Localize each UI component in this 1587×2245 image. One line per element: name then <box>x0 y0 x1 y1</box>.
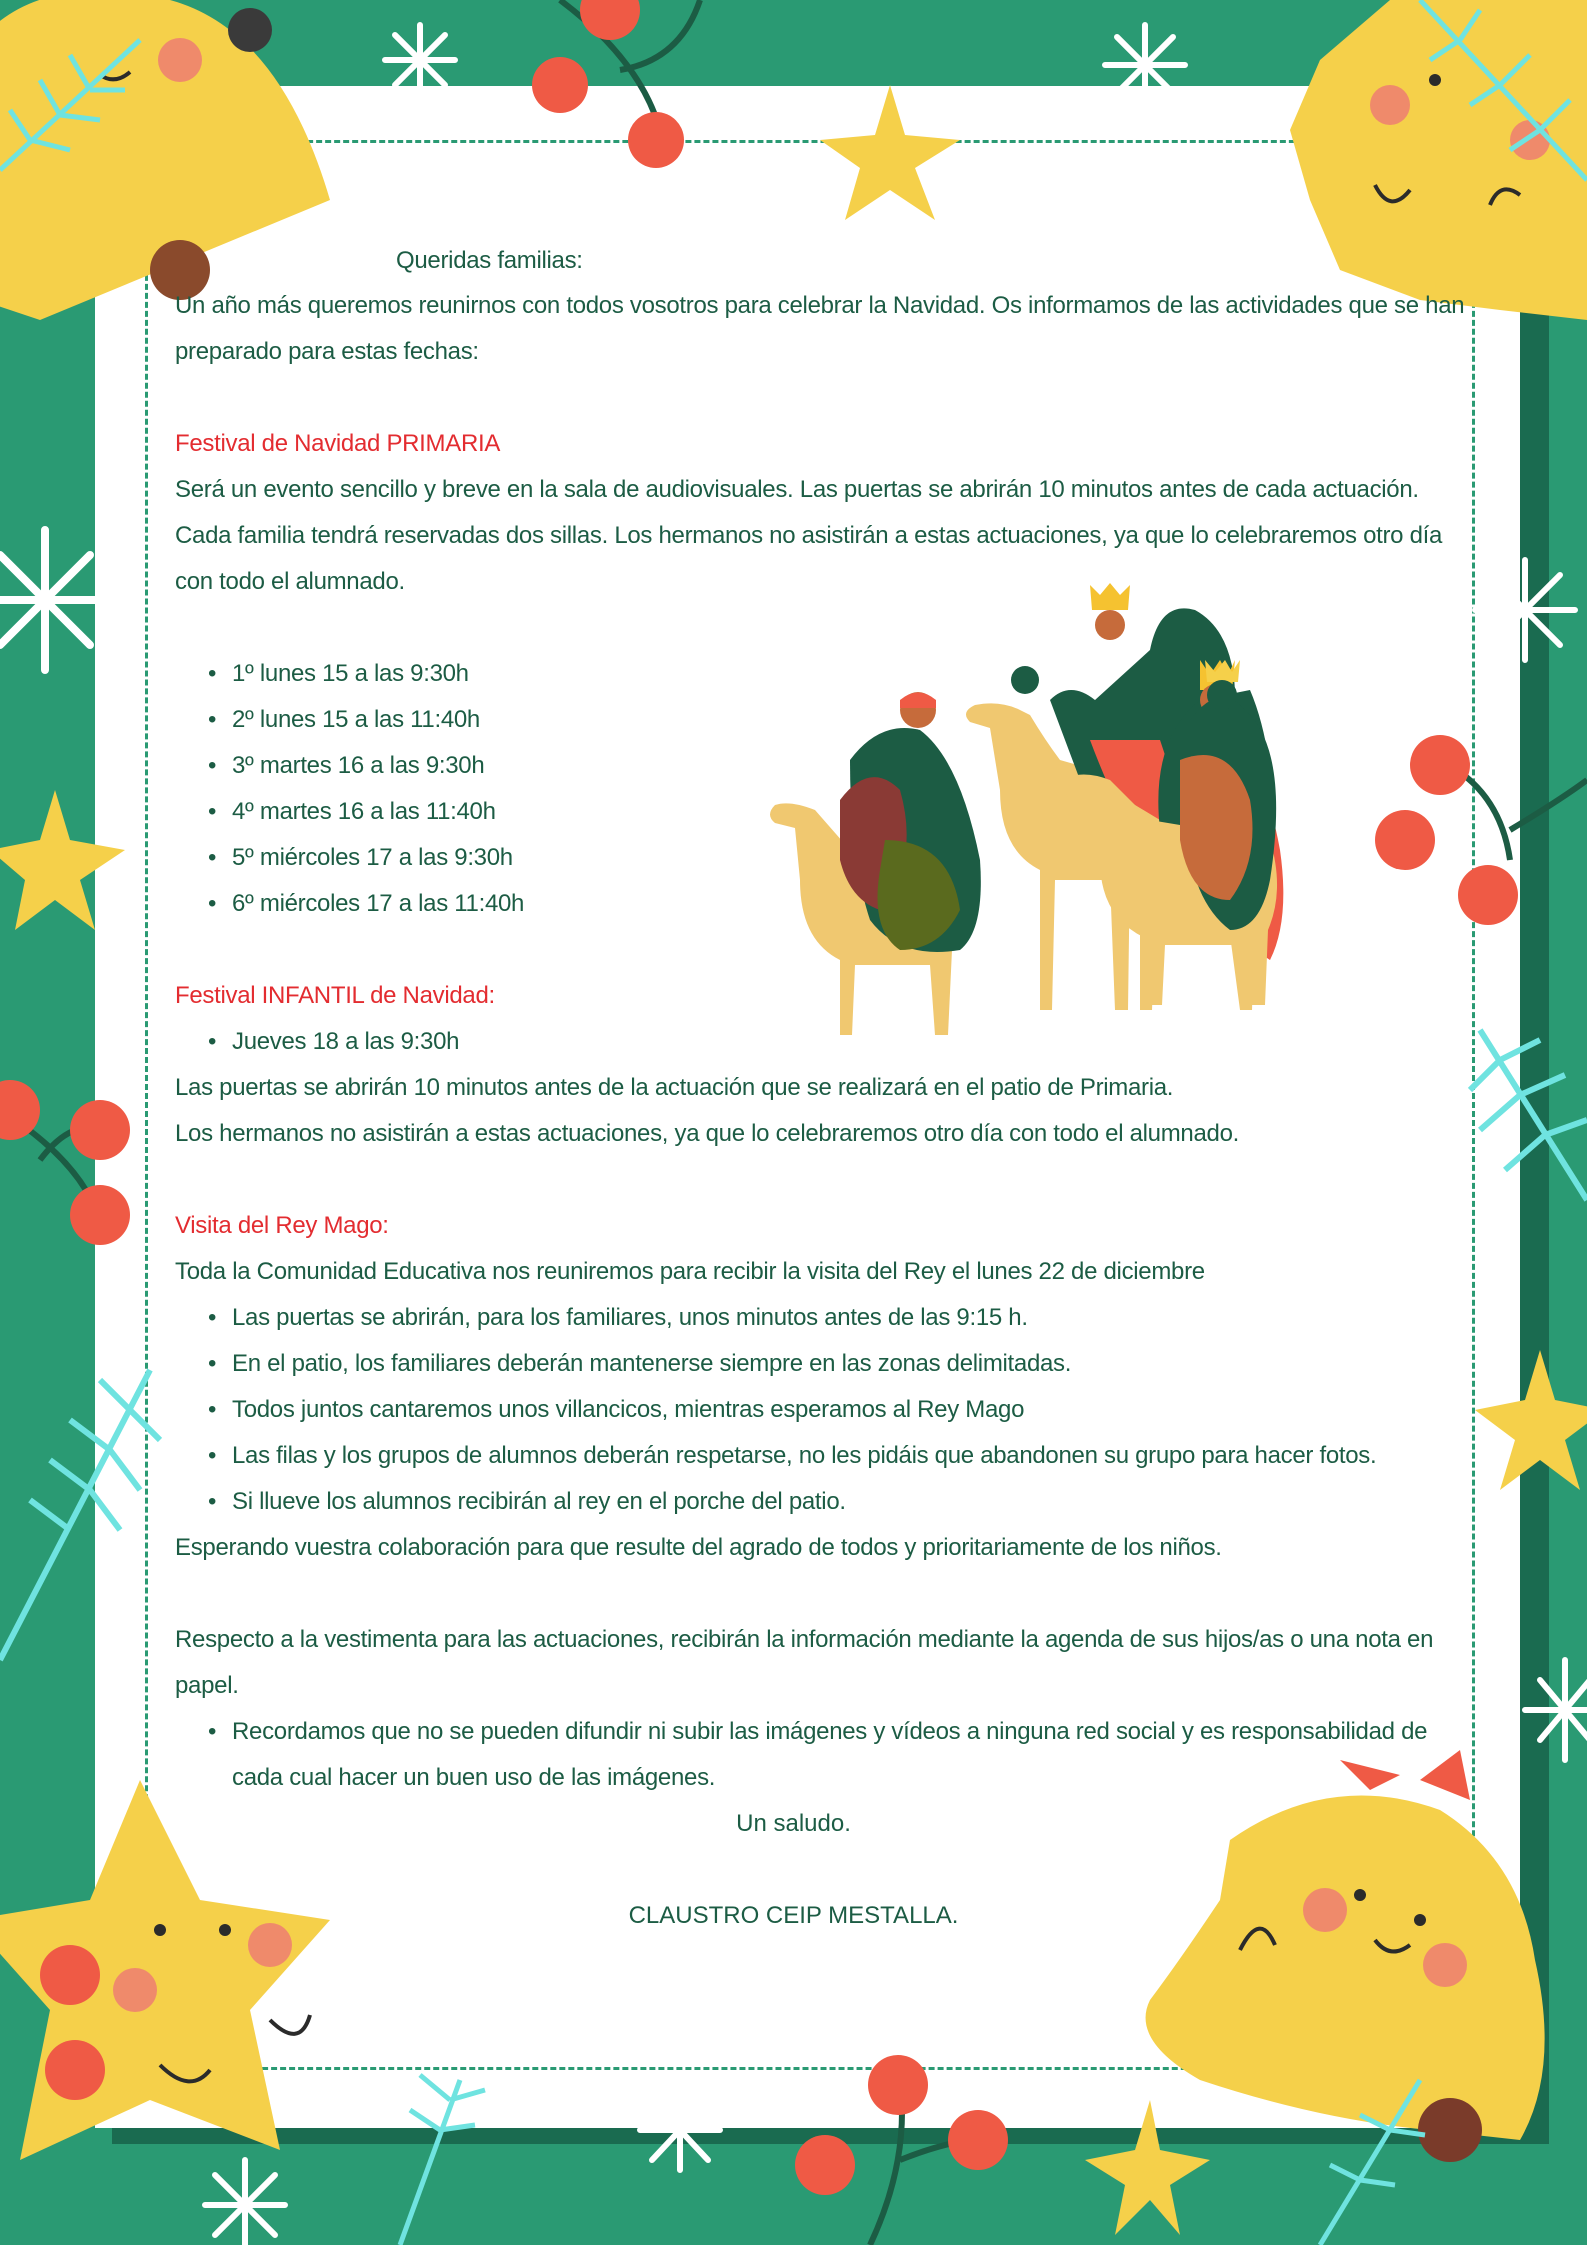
vestimenta-line-1: Respecto a la vestimenta para las actuaciones, recibirán la información mediante la agenda de sus hijos/as o una nota en <box>175 1626 1434 1653</box>
reminder-item: • Recordamos que no se pueden difundir ni subir las imágenes y vídeos a ninguna red social y es responsabilidad de <box>232 1718 1427 1746</box>
primaria-heading: Festival de Navidad PRIMARIA <box>175 430 501 457</box>
list-item: • 2º lunes 15 a las 11:40h <box>232 706 480 734</box>
list-item: • Las puertas se abrirán, para los familiares, unos minutos antes de las 9:15 h. <box>232 1304 1028 1332</box>
rey-mago-heading: Visita del Rey Mago: <box>175 1212 389 1239</box>
list-item: • Jueves 18 a las 9:30h <box>232 1028 459 1056</box>
rey-mago-intro: Toda la Comunidad Educativa nos reuniremos para recibir la visita del Rey el lunes 22 de diciembre <box>175 1258 1205 1285</box>
farewell: Un saludo. <box>736 1810 851 1837</box>
list-item: • 4º martes 16 a las 11:40h <box>232 798 496 826</box>
list-item: • En el patio, los familiares deberán mantenerse siempre en las zonas delimitadas. <box>232 1350 1071 1378</box>
infantil-paragraph-2: Los hermanos no asistirán a estas actuaciones, ya que lo celebraremos otro día con todo el alumnado. <box>175 1120 1239 1147</box>
rey-mago-closing: Esperando vuestra colaboración para que resulte del agrado de todos y prioritariamente de los niños. <box>175 1534 1222 1561</box>
list-item: • Todos juntos cantaremos unos villancicos, mientras esperamos al Rey Mago <box>232 1396 1024 1424</box>
list-item: • 1º lunes 15 a las 9:30h <box>232 660 469 688</box>
signature: CLAUSTRO CEIP MESTALLA. <box>628 1902 959 1929</box>
intro-line-1: Un año más queremos reunirnos con todos vosotros para celebrar la Navidad. Os informamos de las actividades que se han <box>175 292 1465 319</box>
vestimenta-line-2: papel. <box>175 1672 239 1699</box>
list-item: • 5º miércoles 17 a las 9:30h <box>232 844 513 872</box>
primaria-paragraph-1: Será un evento sencillo y breve en la sala de audiovisuales. Las puertas se abrirán 10 minutos antes de cada actuación. <box>175 476 1419 503</box>
intro-line-2: preparado para estas fechas: <box>175 338 479 365</box>
infantil-paragraph-1: Las puertas se abrirán 10 minutos antes de la actuación que se realizará en el patio de Primaria. <box>175 1074 1174 1101</box>
list-item: • 6º miércoles 17 a las 11:40h <box>232 890 524 918</box>
reminder-continuation: cada cual hacer un buen uso de las imágenes. <box>232 1764 716 1791</box>
list-item: • Las filas y los grupos de alumnos deberán respetarse, no les pidáis que abandonen su grupo para hacer fotos. <box>232 1442 1376 1470</box>
greeting: Queridas familias: <box>396 247 583 274</box>
infantil-heading: Festival INFANTIL de Navidad: <box>175 982 495 1009</box>
primaria-paragraph-2: Cada familia tendrá reservadas dos sillas. Los hermanos no asistirán a estas actuaciones, ya que lo celebraremos otro día <box>175 522 1443 549</box>
primaria-paragraph-3: con todo el alumnado. <box>175 568 405 595</box>
list-item: • 3º martes 16 a las 9:30h <box>232 752 484 780</box>
list-item: • Si llueve los alumnos recibirán al rey en el porche del patio. <box>232 1488 846 1516</box>
